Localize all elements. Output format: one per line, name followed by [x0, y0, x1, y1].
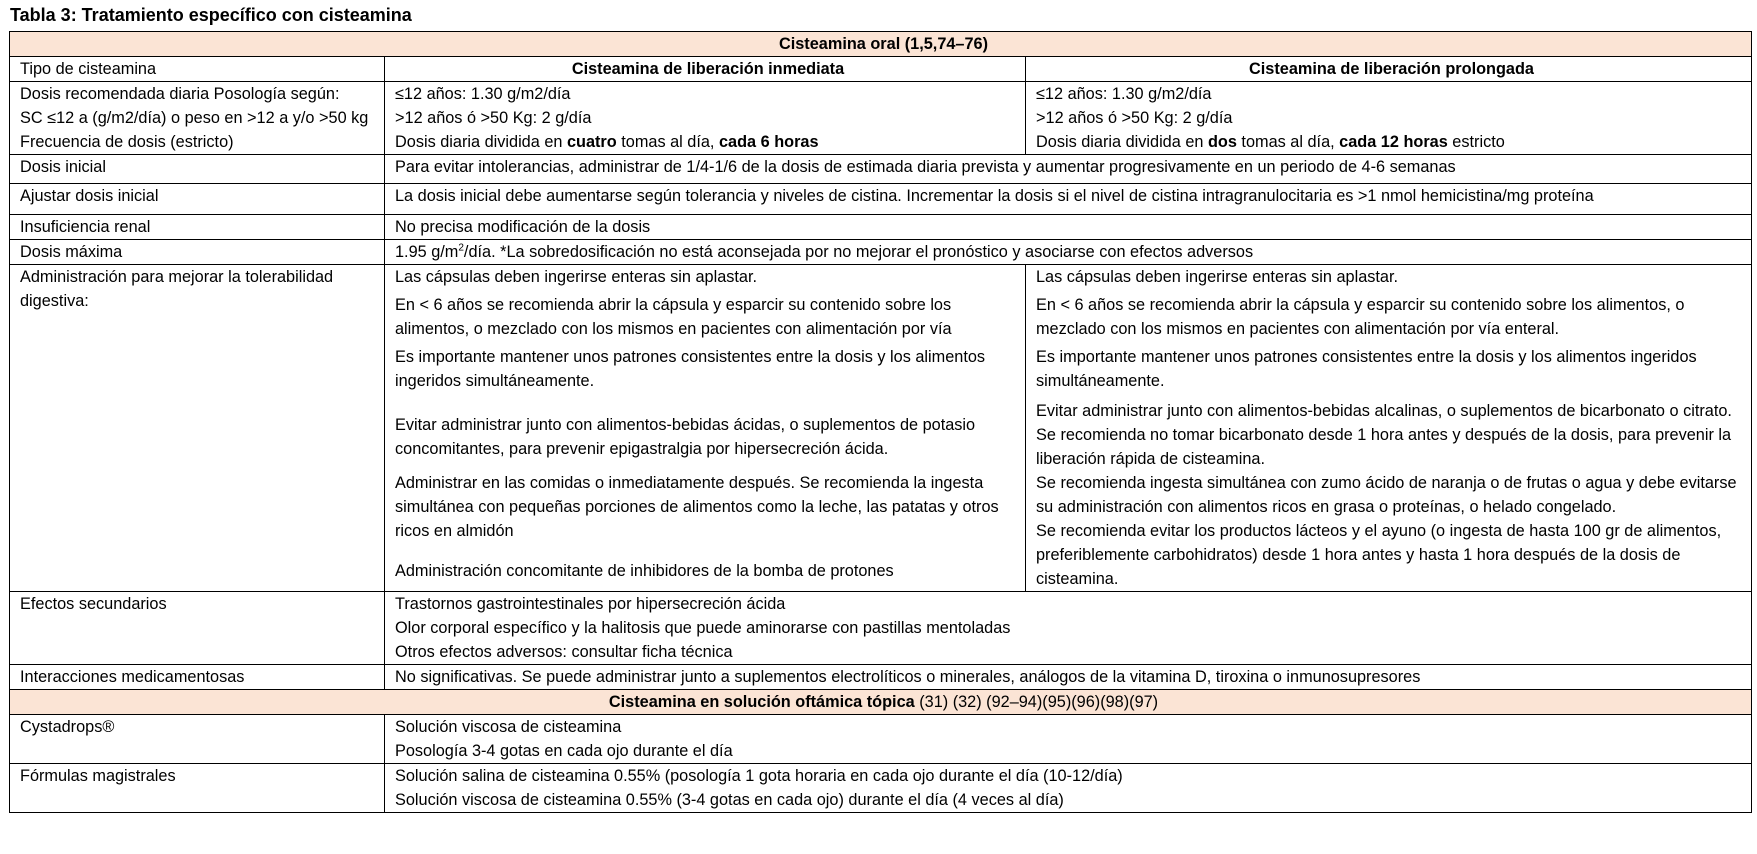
admin-prolonged-item: Las cápsulas deben ingerirse enteras sin aplastar. — [1036, 268, 1399, 286]
admin-immediate — [385, 265, 1026, 592]
max-dose-label: Dosis máxima — [10, 240, 385, 265]
adjust-dose-label: Ajustar dosis inicial — [10, 184, 385, 215]
table-title: Tabla 3: Tratamiento específico con cisteamina — [10, 5, 412, 25]
renal-row — [10, 215, 1752, 240]
band-ophthalmic-row — [10, 690, 1752, 715]
admin-prolonged-item: En < 6 años se recomienda abrir la cápsula y esparcir su contenido sobre los alimentos, o mezclado con los mismos en pacientes con alimentación por vía enteral. — [1036, 296, 1685, 338]
dose-row — [10, 82, 1752, 155]
admin-prolonged-item: Evitar administrar junto con alimentos-bebidas alcalinas, o suplementos de bicarbonato o citrato. Se recomienda no tomar bicarbonato desde 1 hora antes y después de la dosis, para prevenir la liberación rápida de cisteamina. — [1036, 402, 1732, 468]
admin-immediate-item: Es importante mantener unos patrones consistentes entre la dosis y los alimentos ingeridos simultáneamente. — [395, 348, 986, 390]
adjust-dose-value: La dosis inicial debe aumentarse según tolerancia y niveles de cistina. Incrementar la dosis si el nivel de cistina intragranulocitaria es >1 nmol hemicistina/mg proteína — [385, 184, 1752, 215]
admin-immediate-item: Las cápsulas deben ingerirse enteras sin aplastar. — [395, 268, 758, 286]
dose-prolonged: ≤12 años: 1.30 g/m2/día >12 años ó >50 Kg: 2 g/día Dosis diaria dividida en dos tomas al día, cada 12 horas estricto — [1026, 82, 1752, 155]
cysteamine-treatment-table — [9, 31, 1752, 813]
side-effects-row — [10, 592, 1752, 665]
admin-label: Administración para mejorar la tolerabilidad digestiva: — [10, 265, 385, 592]
initial-dose-value: Para evitar intolerancias, administrar de 1/4-1/6 de la dosis de estimada diaria prevista y aumentar progresivamente en un periodo de 4-6 semanas — [385, 155, 1752, 184]
initial-dose-row — [10, 155, 1752, 184]
header-row — [10, 57, 1752, 82]
max-dose-row — [10, 240, 1752, 265]
formulas-label: Fórmulas magistrales — [10, 764, 385, 813]
max-dose-value: 1.95 $g/m^2$/día. *La sobredosificación no está aconsejada por no mejorar el pronóstico y asociarse con efectos adversos — [385, 240, 1752, 265]
formulas-row — [10, 764, 1752, 813]
interactions-value: No significativas. Se puede administrar junto a suplementos electrolíticos o minerales, análogos de la vitamina D, tiroxina o inmunosupresores — [385, 665, 1752, 690]
formulas-value: Solución salina de cisteamina 0.55% (posología 1 gota horaria en cada ojo durante el día (10-12/día) Solución viscosa de cisteamina 0.55% (3-4 gotas en cada ojo) durante el día (4 veces al día) — [385, 764, 1752, 813]
dose-label: Dosis recomendada diaria Posología según: SC ≤12 a (g/m2/día) o peso en >12 a y/o >50 kg Frecuencia de dosis (estricto) — [10, 82, 385, 155]
renal-label: Insuficiencia renal — [10, 215, 385, 240]
type-label: Tipo de cisteamina — [10, 57, 385, 82]
cystadrops-value: Solución viscosa de cisteamina Posología 3-4 gotas en cada ojo durante el día — [385, 715, 1752, 764]
admin-immediate-item: Evitar administrar junto con alimentos-bebidas ácidas, o suplementos de potasio concomitantes, para prevenir epigastralgia por hipersecreción ácida. — [395, 416, 976, 458]
cystadrops-label: Cystadrops® — [10, 715, 385, 764]
admin-immediate-item: En < 6 años se recomienda abrir la cápsula y esparcir su contenido sobre los alimentos, o mezclado con los mismos en pacientes con alimentación por vía — [395, 296, 952, 338]
initial-dose-label: Dosis inicial — [10, 155, 385, 184]
admin-prolonged — [1026, 265, 1752, 592]
admin-prolonged-item: Es importante mantener unos patrones consistentes entre la dosis y los alimentos ingeridos simultáneamente. — [1036, 348, 1697, 390]
admin-row — [10, 265, 1752, 592]
admin-prolonged-item: Se recomienda evitar los productos lácteos y el ayuno (o ingesta de hasta 100 gr de alimentos, preferiblemente carbohidratos) desde 1 hora antes y hasta 1 hora después de la dosis de cisteamina. — [1036, 522, 1722, 588]
renal-value: No precisa modificación de la dosis — [385, 215, 1752, 240]
band-oral: Cisteamina oral (1,5,74–76) — [10, 32, 1752, 57]
side-effects-value: Trastornos gastrointestinales por hipersecreción ácida Olor corporal específico y la halitosis que puede aminorarse con pastillas mentoladas Otros efectos adversos: consultar ficha técnica — [385, 592, 1752, 665]
interactions-label: Interacciones medicamentosas — [10, 665, 385, 690]
interactions-row — [10, 665, 1752, 690]
band-oral-row — [10, 32, 1752, 57]
admin-immediate-item: Administrar en las comidas o inmediatamente después. Se recomienda la ingesta simultánea con pequeñas porciones de alimentos como la leche, las patatas y otros ricos en almidón — [395, 474, 999, 540]
header-immediate: Cisteamina de liberación inmediata — [385, 57, 1026, 82]
admin-immediate-item: Administración concomitante de inhibidores de la bomba de protones — [395, 562, 894, 580]
adjust-dose-row — [10, 184, 1752, 215]
admin-prolonged-item: Se recomienda ingesta simultánea con zumo ácido de naranja o de frutas o agua y debe evitarse su administración con alimentos ricos en grasa o proteínas, o helado congelado. — [1036, 474, 1737, 516]
header-prolonged: Cisteamina de liberación prolongada — [1026, 57, 1752, 82]
dose-immediate: ≤12 años: 1.30 g/m2/día >12 años ó >50 Kg: 2 g/día Dosis diaria dividida en cuatro tomas al día, cada 6 horas — [385, 82, 1026, 155]
side-effects-label: Efectos secundarios — [10, 592, 385, 665]
cystadrops-row — [10, 715, 1752, 764]
band-ophthalmic: Cisteamina en solución oftámica tópica (31) (32) (92–94)(95)(96)(98)(97) — [10, 690, 1752, 715]
